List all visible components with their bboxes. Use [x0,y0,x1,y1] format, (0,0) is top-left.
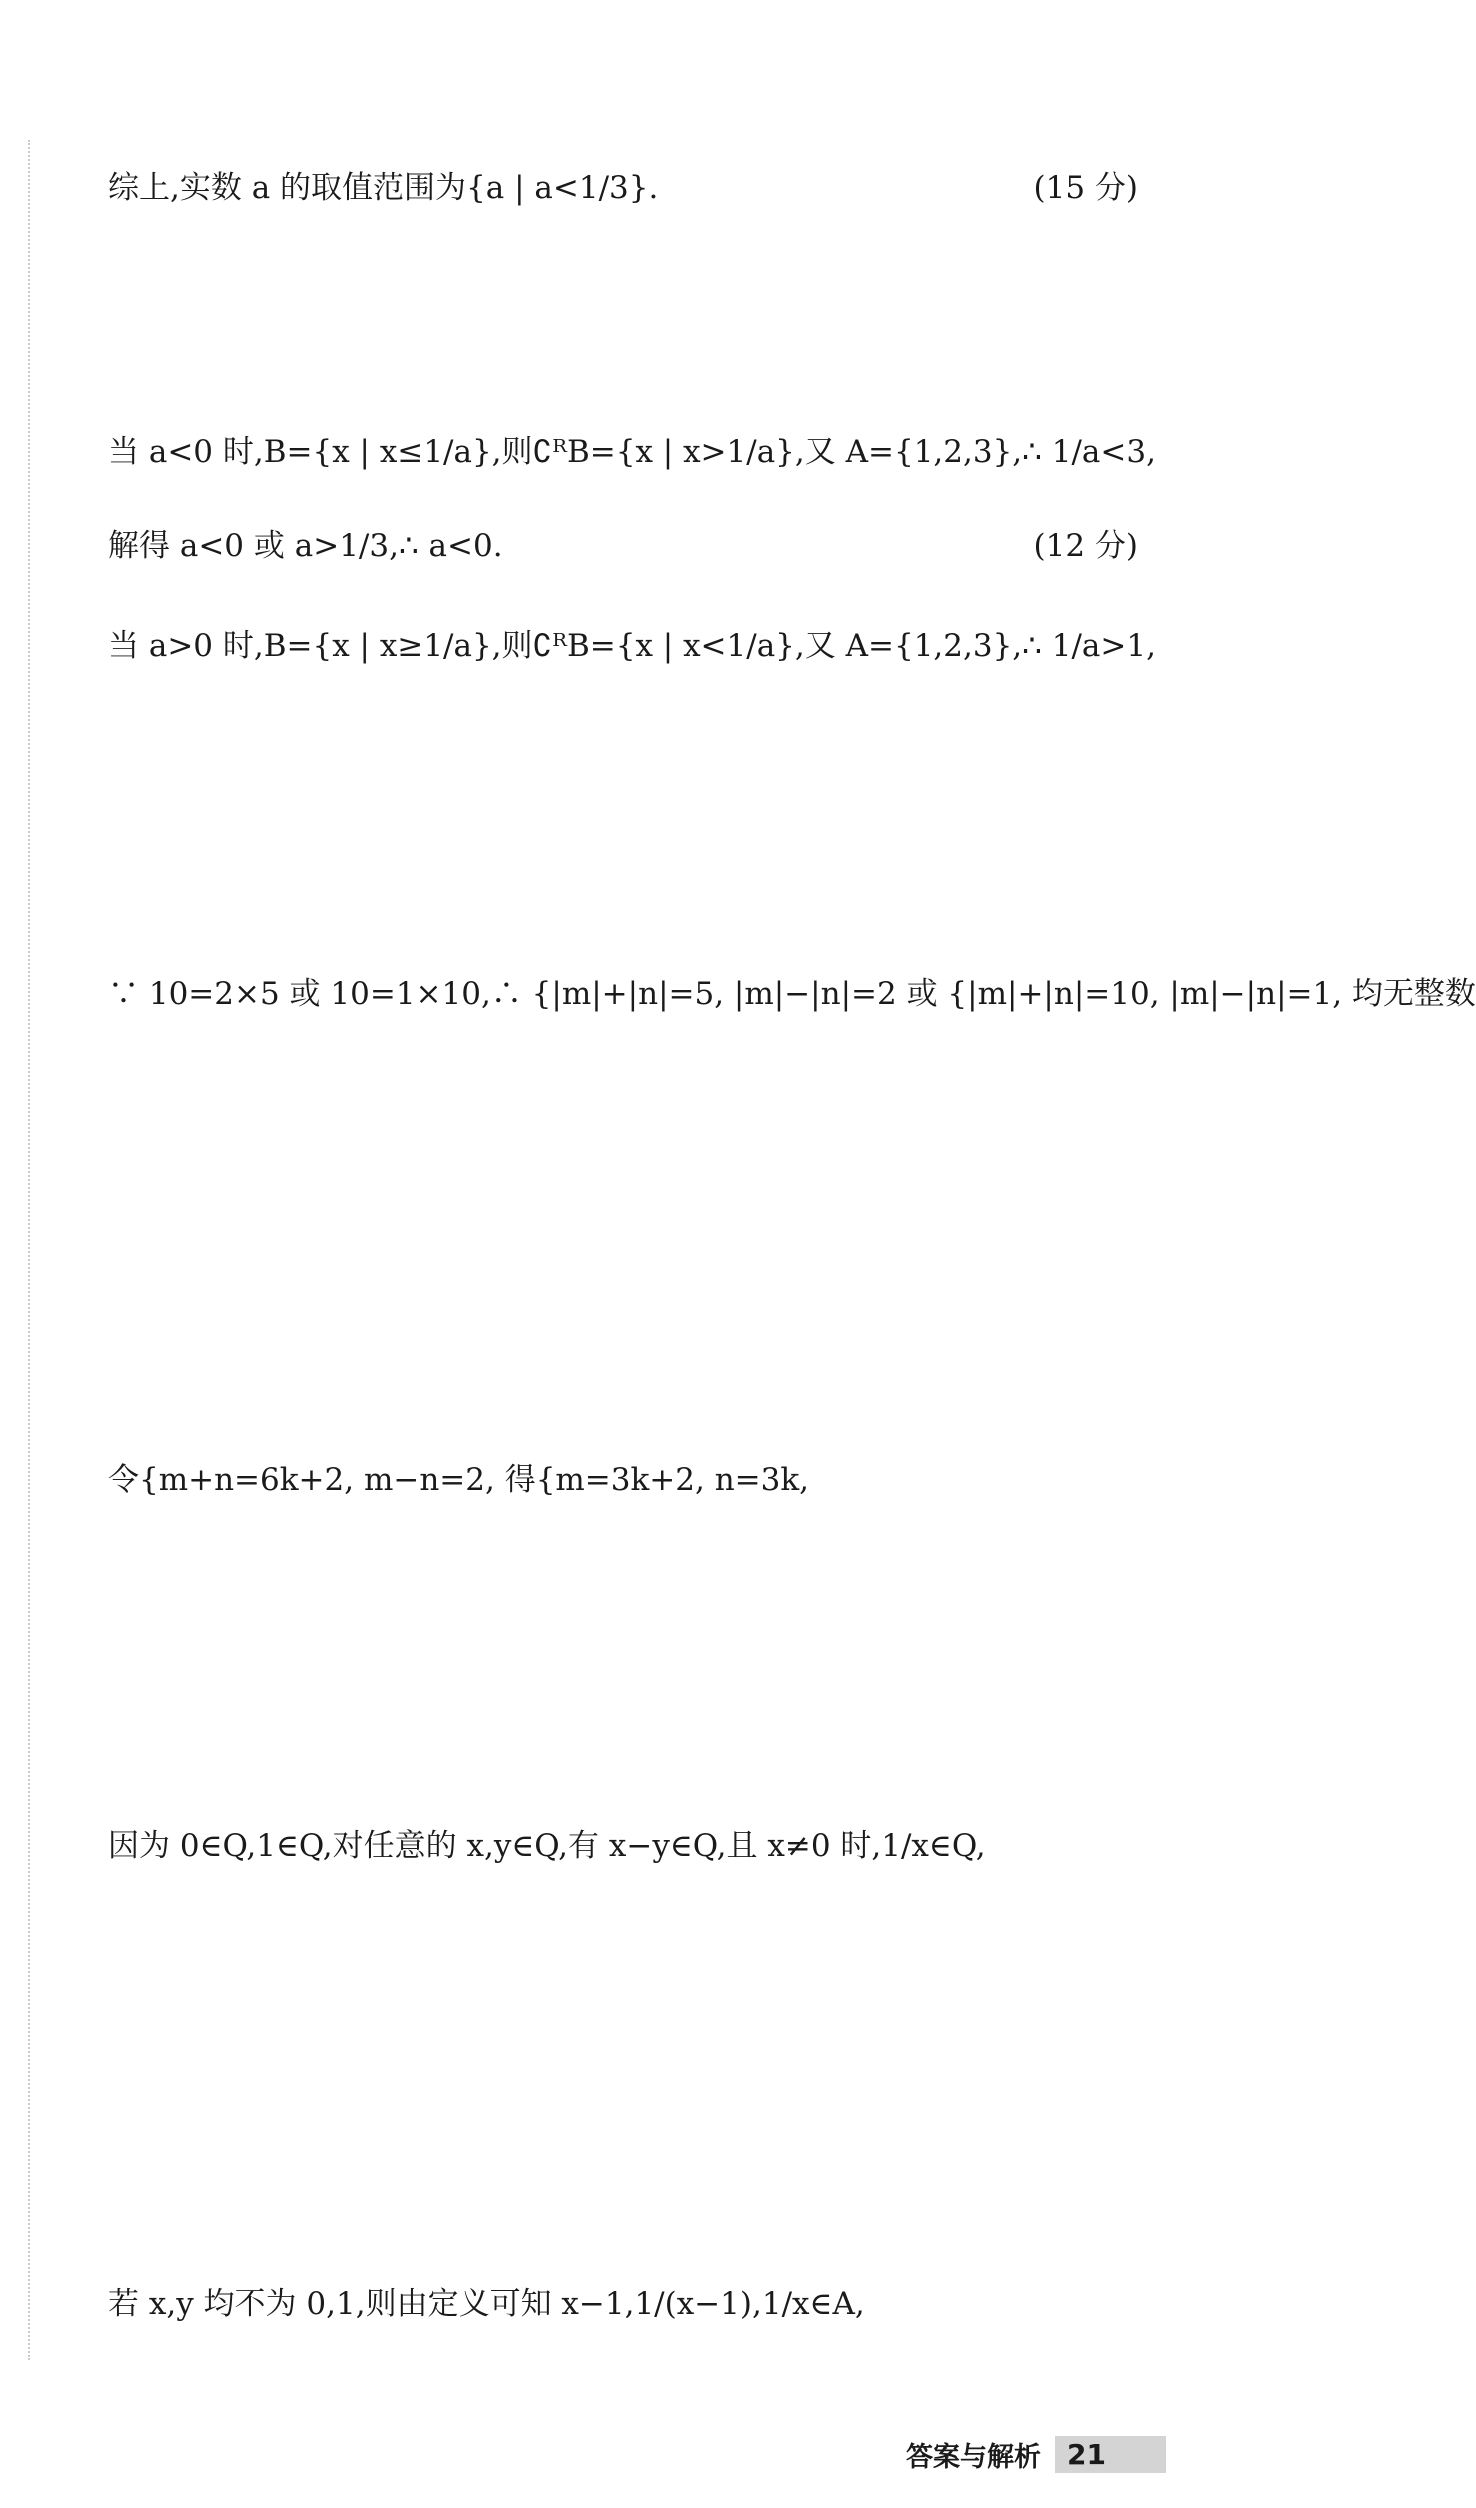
text-line [108,498,1138,594]
text-line [108,1798,1138,1894]
line-text: 当 a>0 时,B={x | x≥1/a},则∁ᴿB={x | x<1/a},又 A={1,2,3},∴ 1/a>1, [108,628,1156,664]
score-mark: (12 分) [1033,528,1138,564]
page-footer [906,2432,1166,2476]
line-text: 若 x,y 均不为 0,1,则由定义可知 x−1,1/(x−1),1/x∈A, [108,2286,865,2322]
footer-title: 答案与解析 [906,2441,1042,2473]
line-text: 当 a<0 时,B={x | x≤1/a},则∁ᴿB={x | x>1/a},又 A={1,2,3},∴ 1/a<3, [108,434,1156,470]
line-text: 综上,实数 a 的取值范围为{a | a<1/3}. [108,170,659,206]
text-line [108,946,1476,1042]
text-line [108,598,1156,694]
text-line [108,2256,1138,2352]
text-line [108,404,1156,500]
line-text: ∵ 10=2×5 或 10=1×10,∴ {|m|+|n|=5, |m|−|n|=2 或 {|m|+|n|=10, |m|−|n|=1, 均无整数 [108,976,1476,1012]
page-number: 21 [1055,2436,1166,2473]
line-text: 解得 a<0 或 a>1/3,∴ a<0. [108,528,503,564]
text-line [108,140,1138,236]
line-text: 令{m+n=6k+2, m−n=2, 得{m=3k+2, n=3k, [108,1462,809,1498]
line-text: 因为 0∈Q,1∈Q,对任意的 x,y∈Q,有 x−y∈Q,且 x≠0 时,1/x∈Q, [108,1828,986,1864]
score-mark: (15 分) [1033,170,1138,206]
text-line [108,1432,1138,1528]
